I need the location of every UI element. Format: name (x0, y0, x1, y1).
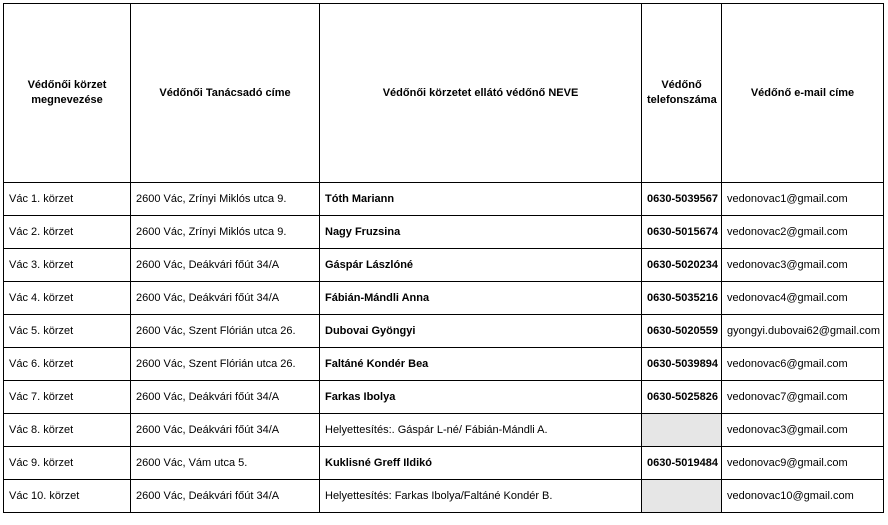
table-body (4, 183, 884, 513)
district-cell: Vác 4. körzet (4, 282, 131, 315)
email-cell: vedonovac4@gmail.com (722, 282, 884, 315)
table-row (4, 348, 884, 381)
header-email: Védőnő e-mail címe (722, 4, 884, 183)
address-cell: 2600 Vác, Deákvári főút 34/A (131, 282, 320, 315)
table-row (4, 315, 884, 348)
table-row (4, 480, 884, 513)
email-cell: vedonovac7@gmail.com (722, 381, 884, 414)
address-cell: 2600 Vác, Deákvári főút 34/A (131, 414, 320, 447)
phone-cell (642, 480, 722, 513)
phone-cell: 0630-5020559 (642, 315, 722, 348)
district-cell: Vác 9. körzet (4, 447, 131, 480)
district-cell: Vác 5. körzet (4, 315, 131, 348)
header-row (4, 4, 884, 183)
table-row (4, 282, 884, 315)
table-row (4, 447, 884, 480)
email-cell: vedonovac10@gmail.com (722, 480, 884, 513)
table-row (4, 381, 884, 414)
district-cell: Vác 6. körzet (4, 348, 131, 381)
nurse-name-cell: Tóth Mariann (320, 183, 642, 216)
email-cell: vedonovac9@gmail.com (722, 447, 884, 480)
district-cell: Vác 1. körzet (4, 183, 131, 216)
phone-cell: 0630-5015674 (642, 216, 722, 249)
address-cell: 2600 Vác, Szent Flórián utca 26. (131, 315, 320, 348)
header-phone: Védőnő telefonszáma (642, 4, 722, 183)
email-cell: vedonovac3@gmail.com (722, 249, 884, 282)
nurse-name-cell: Helyettesítés: Farkas Ibolya/Faltáné Kondér B. (320, 480, 642, 513)
district-cell: Vác 2. körzet (4, 216, 131, 249)
nurse-name-cell: Dubovai Gyöngyi (320, 315, 642, 348)
email-cell: vedonovac3@gmail.com (722, 414, 884, 447)
nurse-name-cell: Faltáné Kondér Bea (320, 348, 642, 381)
nurse-name-cell: Kuklisné Greff Ildikó (320, 447, 642, 480)
email-cell: vedonovac6@gmail.com (722, 348, 884, 381)
email-cell: gyongyi.dubovai62@gmail.com (722, 315, 884, 348)
nurse-name-cell: Farkas Ibolya (320, 381, 642, 414)
phone-cell: 0630-5039894 (642, 348, 722, 381)
nurse-name-cell: Fábián-Mándli Anna (320, 282, 642, 315)
address-cell: 2600 Vác, Deákvári főút 34/A (131, 480, 320, 513)
address-cell: 2600 Vác, Szent Flórián utca 26. (131, 348, 320, 381)
phone-cell (642, 414, 722, 447)
phone-cell: 0630-5039567 (642, 183, 722, 216)
table-row (4, 216, 884, 249)
address-cell: 2600 Vác, Deákvári főút 34/A (131, 381, 320, 414)
district-cell: Vác 3. körzet (4, 249, 131, 282)
address-cell: 2600 Vác, Deákvári főút 34/A (131, 249, 320, 282)
phone-cell: 0630-5020234 (642, 249, 722, 282)
table-row (4, 414, 884, 447)
district-cell: Vác 10. körzet (4, 480, 131, 513)
phone-cell: 0630-5019484 (642, 447, 722, 480)
district-cell: Vác 8. körzet (4, 414, 131, 447)
header-district: Védőnői körzet megnevezése (4, 4, 131, 183)
district-cell: Vác 7. körzet (4, 381, 131, 414)
email-cell: vedonovac1@gmail.com (722, 183, 884, 216)
nurse-name-cell: Gáspár Lászlóné (320, 249, 642, 282)
email-cell: vedonovac2@gmail.com (722, 216, 884, 249)
address-cell: 2600 Vác, Zrínyi Miklós utca 9. (131, 183, 320, 216)
phone-cell: 0630-5025826 (642, 381, 722, 414)
table-row (4, 183, 884, 216)
header-nurse-name: Védőnői körzetet ellátó védőnő NEVE (320, 4, 642, 183)
nurse-name-cell: Helyettesítés:. Gáspár L-né/ Fábián-Mándli A. (320, 414, 642, 447)
phone-cell: 0630-5035216 (642, 282, 722, 315)
table-row (4, 249, 884, 282)
address-cell: 2600 Vác, Vám utca 5. (131, 447, 320, 480)
health-visitor-table (3, 3, 884, 513)
header-address: Védőnői Tanácsadó címe (131, 4, 320, 183)
nurse-name-cell: Nagy Fruzsina (320, 216, 642, 249)
address-cell: 2600 Vác, Zrínyi Miklós utca 9. (131, 216, 320, 249)
